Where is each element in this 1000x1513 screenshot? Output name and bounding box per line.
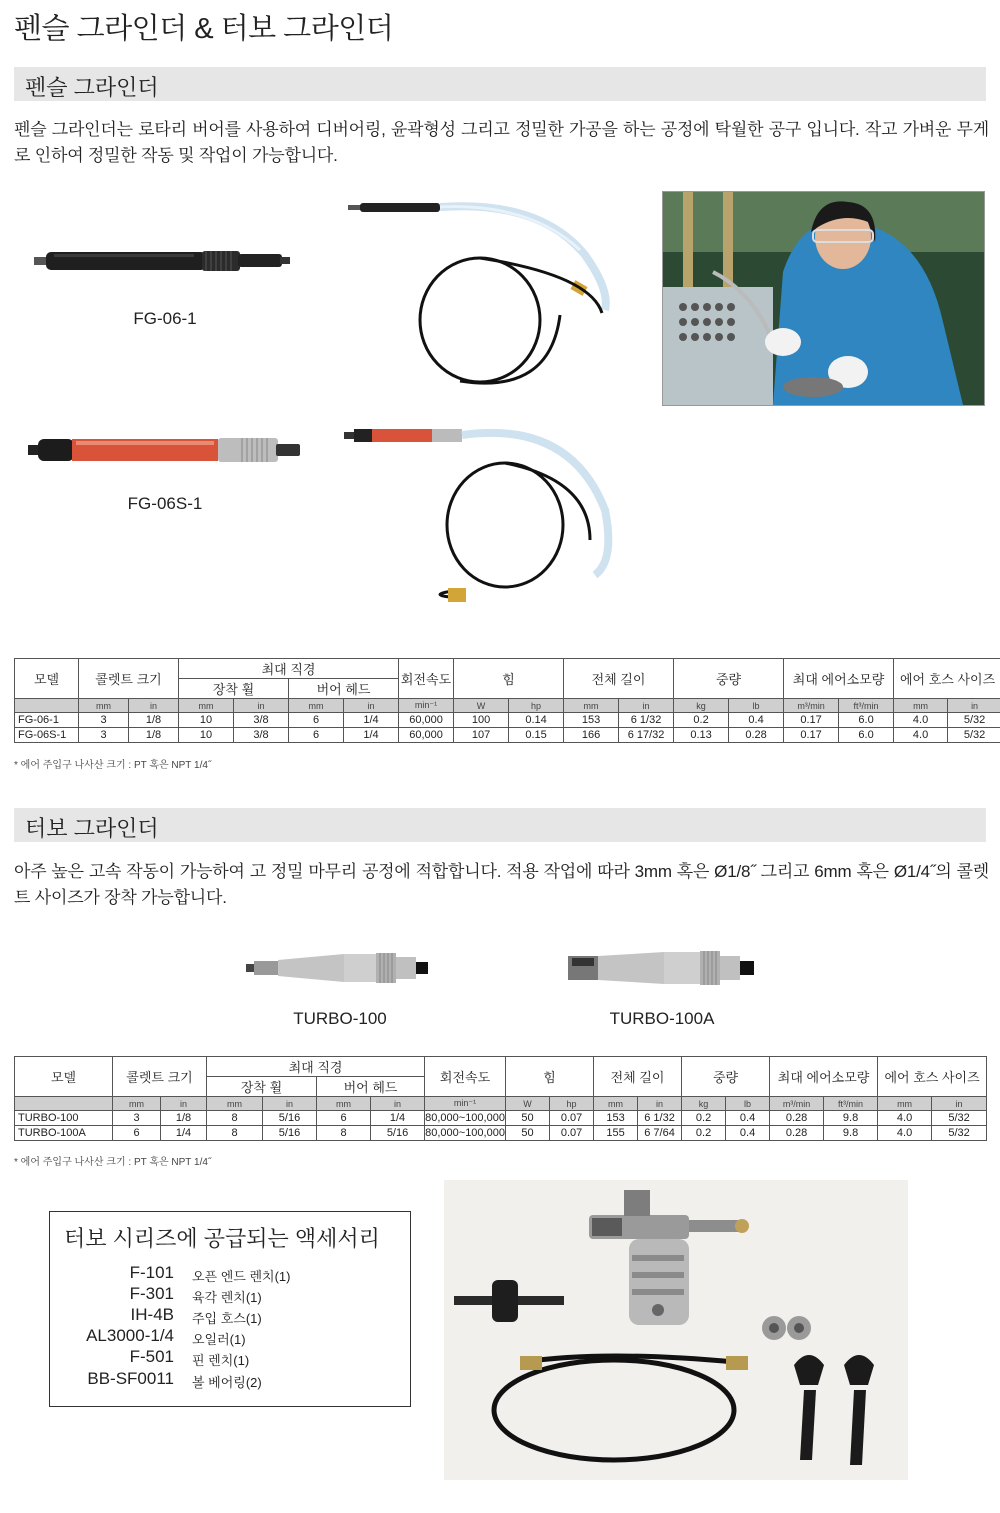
- table-cell: 1/4: [344, 728, 399, 743]
- unit-cell: in: [344, 699, 399, 713]
- col-collet: 콜렛트 크기: [79, 659, 179, 699]
- table-cell: 0.2: [674, 713, 729, 728]
- unit-cell: [15, 1097, 113, 1111]
- table-cell: 6: [289, 713, 344, 728]
- accessory-item: [50, 1305, 410, 1327]
- table-cell: 0.2: [682, 1126, 726, 1141]
- accessory-name: 오일러(1): [192, 1332, 246, 1347]
- unit-cell: min⁻¹: [425, 1097, 506, 1111]
- accessory-name: 오픈 엔드 렌치(1): [192, 1269, 291, 1284]
- table-cell: 9.8: [824, 1111, 878, 1126]
- table-cell: 0.14: [509, 713, 564, 728]
- unit-cell: mm: [113, 1097, 161, 1111]
- table-cell: 1/4: [161, 1126, 207, 1141]
- accessory-code: BB-SF0011: [87, 1369, 174, 1388]
- table-cell: 6 7/64: [638, 1126, 682, 1141]
- unit-cell: in: [234, 699, 289, 713]
- table-cell: 50: [506, 1111, 550, 1126]
- unit-cell: in: [263, 1097, 317, 1111]
- col-max-dia: 최대 직경: [207, 1057, 425, 1077]
- turbo-section-bar: [14, 808, 986, 842]
- col-collet: 콜렛트 크기: [113, 1057, 207, 1097]
- pencil-spec-table: [14, 658, 1000, 743]
- unit-cell: mm: [594, 1097, 638, 1111]
- accessory-code: F-301: [129, 1284, 174, 1303]
- accessory-code: IH-4B: [130, 1305, 174, 1324]
- table-cell: 0.2: [682, 1111, 726, 1126]
- accessory-code: F-501: [129, 1347, 174, 1366]
- table-row: [15, 713, 1000, 728]
- pencil-footnote: * 에어 주입구 나사산 크기 : PT 혹은 NPT 1/4˝: [14, 760, 212, 771]
- table-cell: FG-06S-1: [15, 728, 79, 743]
- table-cell: 0.17: [784, 713, 839, 728]
- unit-cell: lb: [726, 1097, 770, 1111]
- col-air: 최대 에어소모량: [770, 1057, 878, 1097]
- table-cell: 8: [207, 1126, 263, 1141]
- table-cell: 3/8: [234, 713, 289, 728]
- table-cell: 1/8: [129, 713, 179, 728]
- unit-cell: ft³/min: [824, 1097, 878, 1111]
- accessory-item: [50, 1369, 410, 1391]
- unit-cell: [15, 699, 79, 713]
- table-cell: 10: [179, 713, 234, 728]
- col-hose: 에어 호스 사이즈: [894, 659, 1000, 699]
- table-cell: 1/4: [371, 1111, 425, 1126]
- table-cell: 6: [113, 1126, 161, 1141]
- table-cell: 4.0: [894, 728, 948, 743]
- table-cell: 0.28: [770, 1111, 824, 1126]
- table-cell: 6.0: [839, 728, 894, 743]
- table-cell: 8: [317, 1126, 371, 1141]
- table-cell: 5/32: [932, 1111, 987, 1126]
- unit-cell: m³/min: [784, 699, 839, 713]
- table-cell: 153: [564, 713, 619, 728]
- unit-cell: mm: [289, 699, 344, 713]
- unit-cell: mm: [564, 699, 619, 713]
- table-cell: 60,000: [399, 728, 454, 743]
- table-cell: 1/8: [161, 1111, 207, 1126]
- unit-cell: lb: [729, 699, 784, 713]
- unit-cell: mm: [878, 1097, 932, 1111]
- table-cell: 0.4: [726, 1111, 770, 1126]
- table-cell: 4.0: [878, 1111, 932, 1126]
- unit-cell: mm: [894, 699, 948, 713]
- table-cell: FG-06-1: [15, 713, 79, 728]
- table-cell: 3: [79, 728, 129, 743]
- table-cell: 0.4: [726, 1126, 770, 1141]
- table-cell: 0.28: [729, 728, 784, 743]
- accessory-name: 주입 호스(1): [192, 1311, 262, 1326]
- col-speed: 회전속도: [425, 1057, 506, 1097]
- unit-cell: in: [371, 1097, 425, 1111]
- accessory-code: F-101: [129, 1263, 174, 1282]
- col-weight: 중량: [674, 659, 784, 699]
- table-cell: 6: [317, 1111, 371, 1126]
- table-cell: 5/32: [948, 728, 1000, 743]
- unit-cell: in: [129, 699, 179, 713]
- table-cell: 10: [179, 728, 234, 743]
- table-cell: 3/8: [234, 728, 289, 743]
- col-model: 모델: [15, 1057, 113, 1097]
- col-max-dia: 최대 직경: [179, 659, 399, 679]
- table-cell: 155: [594, 1126, 638, 1141]
- table-cell: 6.0: [839, 713, 894, 728]
- table-cell: 0.07: [550, 1126, 594, 1141]
- unit-cell: in: [948, 699, 1000, 713]
- col-shank: 장착 휠: [179, 679, 289, 699]
- table-row: [15, 728, 1000, 743]
- table-cell: 5/16: [263, 1126, 317, 1141]
- unit-cell: mm: [207, 1097, 263, 1111]
- table-cell: 80,000~100,000: [425, 1127, 505, 1139]
- unit-cell: kg: [682, 1097, 726, 1111]
- table-cell: 60,000: [399, 713, 454, 728]
- unit-cell: m³/min: [770, 1097, 824, 1111]
- table-row: [15, 1126, 987, 1141]
- fg-06s-1-image: [24, 430, 304, 470]
- col-power: 힘: [454, 659, 564, 699]
- table-cell: 0.17: [784, 728, 839, 743]
- accessory-name: 육각 렌치(1): [192, 1290, 262, 1305]
- turbo-section-title: 터보 그라인더: [25, 816, 159, 841]
- table-cell: 166: [564, 728, 619, 743]
- col-power: 힘: [506, 1057, 594, 1097]
- table-cell: 4.0: [878, 1126, 932, 1141]
- unit-cell: in: [161, 1097, 207, 1111]
- table-cell: 6 17/32: [619, 728, 674, 743]
- unit-cell: in: [638, 1097, 682, 1111]
- fg-06s-1-label: FG-06S-1: [127, 494, 203, 513]
- table-cell: 153: [594, 1111, 638, 1126]
- table-cell: 5/32: [948, 713, 1000, 728]
- pencil-section-bar: [14, 67, 986, 101]
- col-burr: 버어 헤드: [289, 679, 399, 699]
- table-cell: 50: [506, 1126, 550, 1141]
- table-cell: 3: [113, 1111, 161, 1126]
- table-cell: 6 1/32: [619, 713, 674, 728]
- table-cell: 3: [79, 713, 129, 728]
- table-row: [15, 1111, 987, 1126]
- table-cell: 0.28: [770, 1126, 824, 1141]
- turbo-100-label: TURBO-100: [293, 1009, 387, 1028]
- accessory-name: 핀 렌치(1): [192, 1353, 250, 1368]
- unit-cell: in: [619, 699, 674, 713]
- table-cell: 107: [454, 728, 509, 743]
- pencil-description: 펜슬 그라인더는 로타리 버어를 사용하여 디버어링, 윤곽형성 그리고 정밀한 가공을 하는 공정에 탁월한 공구 입니다. 작고 가벼운 무게로 인하여 정밀한 작동 및 작업이 가능합니다.: [14, 120, 989, 165]
- accessories-title: 터보 시리즈에 공급되는 액세서리: [64, 1226, 380, 1251]
- unit-cell: mm: [317, 1097, 371, 1111]
- table-cell: 8: [207, 1111, 263, 1126]
- table-cell: 80,000~100,000: [425, 1112, 505, 1124]
- table-cell: 100: [454, 713, 509, 728]
- accessory-name: 볼 베어링(2): [192, 1375, 262, 1390]
- turbo-spec-table: [14, 1056, 987, 1141]
- table-cell: 4.0: [894, 713, 948, 728]
- turbo-100a-label: TURBO-100A: [609, 1009, 715, 1028]
- fg-06-1-hose-image: [340, 195, 620, 405]
- unit-cell: mm: [179, 699, 234, 713]
- page-title: 펜슬 그라인더 & 터보 그라인더: [14, 13, 394, 45]
- fg-06-1-label: FG-06-1: [133, 309, 197, 328]
- unit-cell: ft³/min: [839, 699, 894, 713]
- accessories-box: [49, 1211, 411, 1407]
- col-model: 모델: [15, 659, 79, 699]
- accessories-photo: [444, 1180, 908, 1480]
- unit-cell: W: [454, 699, 509, 713]
- accessory-item: [50, 1347, 410, 1369]
- unit-cell: W: [506, 1097, 550, 1111]
- unit-cell: in: [932, 1097, 987, 1111]
- turbo-description: 아주 높은 고속 작동이 가능하여 고 정밀 마무리 공정에 적합합니다. 적용 작업에 따라 3mm 혹은 Ø1/8˝ 그리고 6mm 혹은 Ø1/4˝의 콜렛트 사이즈가 장착 가능합니다.: [14, 862, 989, 907]
- table-cell: 0.4: [729, 713, 784, 728]
- table-cell: 5/16: [263, 1111, 317, 1126]
- table-cell: 9.8: [824, 1126, 878, 1141]
- col-shank: 장착 휠: [207, 1077, 317, 1097]
- table-cell: 6 1/32: [638, 1111, 682, 1126]
- unit-cell: hp: [509, 699, 564, 713]
- unit-cell: hp: [550, 1097, 594, 1111]
- table-cell: 5/32: [932, 1126, 987, 1141]
- accessory-item: [50, 1326, 410, 1348]
- col-speed: 회전속도: [399, 659, 454, 699]
- table-cell: 5/16: [371, 1126, 425, 1141]
- table-cell: TURBO-100: [15, 1111, 113, 1126]
- unit-cell: mm: [79, 699, 129, 713]
- turbo-footnote: * 에어 주입구 나사산 크기 : PT 혹은 NPT 1/4˝: [14, 1157, 212, 1168]
- accessory-item: [50, 1284, 410, 1306]
- worker-photo: [662, 191, 985, 406]
- unit-cell: kg: [674, 699, 729, 713]
- turbo-100a-image: [564, 946, 759, 990]
- accessory-item: [50, 1263, 410, 1285]
- col-air: 최대 에어소모량: [784, 659, 894, 699]
- col-length: 전체 길이: [564, 659, 674, 699]
- col-hose: 에어 호스 사이즈: [878, 1057, 987, 1097]
- accessory-code: AL3000-1/4: [86, 1326, 174, 1345]
- table-cell: 1/4: [344, 713, 399, 728]
- col-length: 전체 길이: [594, 1057, 682, 1097]
- fg-06-1-image: [24, 240, 294, 280]
- col-weight: 중량: [682, 1057, 770, 1097]
- table-cell: TURBO-100A: [15, 1126, 113, 1141]
- pencil-section-title: 펜슬 그라인더: [25, 75, 159, 100]
- table-cell: 0.07: [550, 1111, 594, 1126]
- table-cell: 0.15: [509, 728, 564, 743]
- col-burr: 버어 헤드: [317, 1077, 425, 1097]
- unit-cell: min⁻¹: [399, 699, 454, 713]
- table-cell: 0.13: [674, 728, 729, 743]
- fg-06s-1-hose-image: [340, 420, 620, 620]
- table-cell: 1/8: [129, 728, 179, 743]
- turbo-100-image: [244, 948, 434, 988]
- table-cell: 6: [289, 728, 344, 743]
